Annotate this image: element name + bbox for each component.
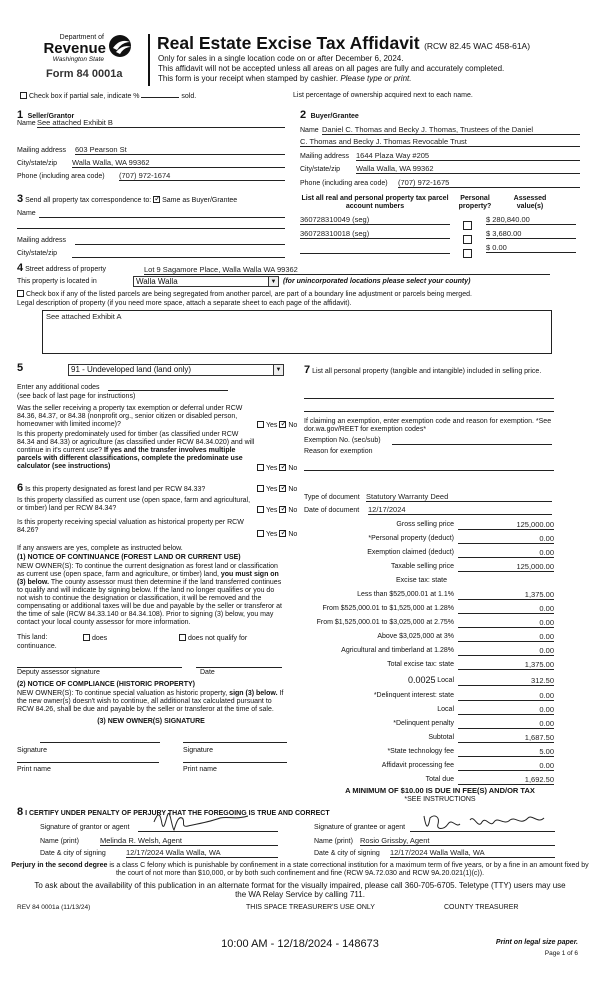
local-label: Local bbox=[437, 677, 454, 684]
same-as-buyer-label: Same as Buyer/Grantee bbox=[162, 197, 238, 204]
buyer-phone-label: Phone (including area code) bbox=[300, 180, 388, 187]
personal-col-header: Personal property? bbox=[458, 195, 492, 210]
personal-property-field[interactable] bbox=[304, 398, 554, 399]
new-owner-signature-field[interactable] bbox=[40, 742, 160, 743]
exemption-deferral-question: Was the seller receiving a property tax exemption or deferral under RCW 84.36, 84.37, or 84.38 (nonprofit org., senior citizen or disabled person, homeowner with limited income)? bbox=[17, 405, 243, 428]
section-number: 4 bbox=[17, 262, 24, 274]
seller-mail[interactable]: 603 Pearson St bbox=[75, 145, 285, 155]
recording-stamp: 10:00 AM - 12/18/2024 - 148673 bbox=[221, 938, 379, 950]
grantor-date[interactable]: 12/17/2024 Walla Walla, WA bbox=[126, 848, 278, 858]
alternate-format-notice: To ask about the availability of this publication in an alternate format for the visually impaired, please call 360-705-6705. Teletype (TTY) users may use the WA Relay Service by calling 711. bbox=[34, 881, 566, 899]
chevron-down-icon: ▼ bbox=[273, 365, 283, 375]
current-use-yes-no: Yes ✓ No bbox=[257, 506, 297, 515]
form-title: Real Estate Excise Tax Affidavit bbox=[157, 33, 420, 53]
parcel-row bbox=[300, 229, 582, 241]
yes-checkbox[interactable] bbox=[257, 485, 264, 492]
local-value[interactable]: 312.50 bbox=[458, 676, 554, 686]
doc-type-field[interactable]: Statutory Warranty Deed bbox=[366, 492, 552, 502]
additional-codes-label: Enter any additional codes bbox=[17, 384, 100, 391]
grantee-date-label: Date & city of signing bbox=[314, 850, 380, 857]
deputy-date-field[interactable] bbox=[196, 667, 282, 668]
no-checkbox[interactable] bbox=[279, 485, 286, 492]
timber-yes-no: Yes ✓ No bbox=[257, 464, 297, 473]
buyer-city[interactable]: Walla Walla, WA 99362 bbox=[356, 164, 580, 174]
seller-section bbox=[17, 105, 287, 183]
exemption-number-label: Exemption No. (sec/sub) bbox=[304, 437, 381, 444]
this-land-row: This land: does bbox=[17, 634, 108, 642]
deputy-date-label: Date bbox=[200, 669, 215, 676]
buyer-mail-label: Mailing address bbox=[300, 153, 350, 160]
deputy-signature-field[interactable] bbox=[17, 667, 182, 668]
corr-name-line2 bbox=[17, 228, 285, 229]
parcel-account[interactable]: 360728310049 (seg) bbox=[300, 215, 450, 225]
yes-checkbox[interactable] bbox=[257, 506, 264, 513]
dor-logo bbox=[40, 34, 150, 86]
corr-name-field[interactable] bbox=[39, 217, 285, 218]
county-select[interactable]: Walla Walla ▼ bbox=[133, 276, 279, 287]
personal-property-checkbox[interactable] bbox=[463, 249, 472, 258]
seller-heading: Seller/Grantor bbox=[27, 113, 75, 120]
tax-table bbox=[296, 519, 558, 789]
personal-property-field-2[interactable] bbox=[304, 411, 554, 412]
no-checkbox[interactable] bbox=[279, 506, 286, 513]
parcel-row bbox=[300, 215, 582, 227]
tax-row: Local 0.00 bbox=[437, 705, 554, 714]
seller-mail-label: Mailing address bbox=[17, 147, 67, 154]
correspondence-section bbox=[17, 195, 297, 260]
treasurer-use-only: THIS SPACE TREASURER'S USE ONLY bbox=[246, 904, 375, 911]
print-name-field-2[interactable] bbox=[183, 762, 287, 763]
buyer-phone[interactable]: (707) 972-1675 bbox=[398, 178, 580, 188]
grantee-name[interactable]: Rosio Grissby, Agent bbox=[360, 836, 555, 846]
continuance-heading: (1) NOTICE OF CONTINUANCE (FOREST LAND OR CURRENT USE) bbox=[17, 554, 241, 561]
dept-line3: Washington State bbox=[52, 56, 104, 63]
land-use-select[interactable]: 91 - Undeveloped land (land only) ▼ bbox=[68, 364, 284, 376]
chevron-down-icon: ▼ bbox=[268, 277, 278, 286]
section-number: 3 bbox=[17, 193, 24, 205]
assessed-col-header: Assessed value(s) bbox=[513, 195, 547, 210]
personal-property-text: 7 List all personal property (tangible and intangible) included in selling price. bbox=[304, 364, 542, 376]
revision-number: REV 84 0001a (11/13/24) bbox=[17, 904, 91, 911]
additional-codes-field[interactable] bbox=[108, 390, 228, 391]
perjury-notice: Perjury in the second degree is a class C felony which is punishable by confinement in a state correctional institution for a maximum term of five years, or by a fine in an amount fixed by the court of not more than $10,000, or by both such confinement and fine (RCW 9A.72.030 and RCW 9A.20.021(1)(c)). bbox=[11, 862, 589, 877]
tax-row: Exemption claimed (deduct) 0.00 bbox=[367, 548, 554, 557]
print-name-label: Print name bbox=[17, 766, 51, 773]
grantor-name-label: Name (print) bbox=[40, 838, 79, 845]
seller-city[interactable]: Walla Walla, WA 99362 bbox=[72, 158, 285, 168]
tax-row: Subtotal 1,687.50 bbox=[428, 733, 554, 742]
corr-city-label: City/state/zip bbox=[17, 250, 58, 257]
parcel-account[interactable]: 360728310018 (seg) bbox=[300, 229, 450, 239]
legal-size-note: Print on legal size paper. bbox=[495, 939, 578, 946]
yes-checkbox[interactable] bbox=[257, 464, 264, 471]
dept-line2: Revenue bbox=[43, 40, 106, 57]
forest-yes-no: Yes ✓ No bbox=[257, 485, 297, 494]
doc-date-field[interactable]: 12/17/2024 bbox=[368, 505, 552, 515]
street-address[interactable]: Lot 9 Sagamore Place, Walla Walla WA 99362 bbox=[144, 265, 550, 275]
tax-row: Total excise tax: state 1,375.00 bbox=[387, 660, 554, 669]
no-checkbox[interactable] bbox=[279, 421, 286, 428]
tax-row: Gross selling price 125,000.00 bbox=[396, 520, 554, 529]
historic-question: Is this property receiving special valuation as historical property per RCW 84.26? bbox=[17, 519, 244, 534]
form-rcw: (RCW 82.45 WAC 458-61A) bbox=[424, 41, 531, 51]
partial-sale-checkbox[interactable] bbox=[20, 92, 27, 99]
located-in-label: This property is located in bbox=[17, 278, 97, 285]
corr-mail-label: Mailing address bbox=[17, 237, 67, 244]
compliance-heading: (2) NOTICE OF COMPLIANCE (HISTORIC PROPERTY) bbox=[17, 681, 195, 688]
buyer-mail[interactable]: 1644 Plaza Way #205 bbox=[356, 151, 580, 161]
dept-line1: Department of bbox=[59, 34, 104, 41]
header-line2: This affidavit will not be accepted unless all areas on all pages are fully and accurately completed. bbox=[158, 64, 505, 73]
grantor-name[interactable]: Melinda R. Welsh, Agent bbox=[100, 836, 278, 846]
buyer-name-label: Name bbox=[300, 127, 319, 134]
assessed-value[interactable]: $ 280,840.00 bbox=[486, 215, 576, 225]
parcel-account[interactable] bbox=[300, 243, 450, 254]
header-line3: This form is your receipt when stamped by cashier. Please type or print. bbox=[158, 74, 412, 83]
legal-description-label: Legal description of property (if you need more space, attach a separate sheet to each page of the affidavit). bbox=[17, 300, 352, 307]
seller-name[interactable]: See attached Exhibit B bbox=[37, 118, 285, 128]
header-divider bbox=[148, 34, 150, 86]
grantor-date-label: Date & city of signing bbox=[40, 850, 106, 857]
corr-name-label: Name bbox=[17, 210, 36, 217]
buyer-name-line1[interactable]: Daniel C. Thomas and Becky J. Thomas, Trustees of the Daniel bbox=[322, 125, 580, 135]
assessed-value[interactable]: $ 3,680.00 bbox=[486, 229, 576, 239]
seller-phone-label: Phone (including area code) bbox=[17, 173, 105, 180]
exemption-number-field[interactable] bbox=[392, 444, 552, 445]
tax-row: Affidavit processing fee 0.00 bbox=[381, 761, 554, 770]
seller-phone[interactable]: (707) 972-1674 bbox=[119, 171, 285, 181]
timber-question: Is this property predominately used for timber (as classified under RCW 84.34 and 84.33) or agriculture (as classified under RCW 84.34.020) and will continue in it's current use? If yes and the transfer involves multiple parcels with different classifications, complete the predominate use calculator (see instructions) bbox=[17, 431, 255, 470]
deputy-signature-label: Deputy assessor signature bbox=[17, 669, 100, 676]
buyer-city-label: City/state/zip bbox=[300, 166, 341, 173]
segregated-checkbox[interactable] bbox=[17, 290, 24, 297]
local-tax-row bbox=[296, 675, 558, 688]
county-treasurer: COUNTY TREASURER bbox=[444, 904, 519, 911]
print-name-field[interactable] bbox=[17, 762, 159, 763]
local-rate: 0.0025 bbox=[408, 675, 436, 685]
see-instructions: *SEE INSTRUCTIONS bbox=[404, 796, 476, 803]
grantee-name-label: Name (print) bbox=[314, 838, 353, 845]
form-number: Form 84 0001a bbox=[46, 68, 123, 80]
grantee-date[interactable]: 12/17/2024 Walla Walla, WA bbox=[390, 848, 555, 858]
tax-row: *Delinquent penalty 0.00 bbox=[393, 719, 554, 728]
minimum-fee-note: A MINIMUM OF $10.00 IS DUE IN FEE(S) AND/OR TAX bbox=[345, 786, 535, 795]
doc-date-label: Date of document bbox=[304, 507, 360, 514]
street-address-row bbox=[17, 264, 106, 274]
section-number: 6 bbox=[17, 482, 24, 494]
yes-checkbox[interactable] bbox=[257, 530, 264, 537]
assessed-value[interactable]: $ 0.00 bbox=[486, 243, 576, 253]
buyer-name-line2[interactable]: C. Thomas and Becky J. Thomas Revocable Trust bbox=[300, 137, 580, 147]
tax-row: *Personal property (deduct) 0.00 bbox=[368, 534, 554, 543]
parcel-row bbox=[300, 243, 582, 255]
form-title-row bbox=[157, 33, 530, 54]
list-percentage-note: List percentage of ownership acquired next to each name. bbox=[293, 92, 473, 99]
tax-row: *Delinquent interest: state 0.00 bbox=[373, 691, 554, 700]
exemption-note: If claiming an exemption, enter exemption code and reason for exemption. *See dor.wa.gov/REET for exemption codes* bbox=[304, 418, 552, 433]
grantee-signature-label: Signature of grantee or agent bbox=[314, 824, 406, 831]
new-owner-signature-field-2[interactable] bbox=[183, 742, 287, 743]
tax-row: From $1,525,000.01 to $3,025,000 at 2.75% 0.00 bbox=[316, 618, 554, 627]
tax-row: Less than $525,000.01 at 1.1% 1,375.00 bbox=[357, 590, 554, 599]
grantee-signature-icon bbox=[420, 810, 550, 834]
does-not-checkbox[interactable] bbox=[179, 634, 186, 641]
compliance-text: NEW OWNER(S): To continue special valuation as historic property, sign (3) below. If the new owner(s) doesn't wish to continue, all additional tax calculated pursuant to RCW 84.26, shall be due and payable by the seller or transferor at the time of sale. bbox=[17, 690, 284, 713]
seller-name-label: Name bbox=[17, 120, 36, 127]
street-address-label: Street address of property bbox=[25, 266, 107, 273]
segregated-row: Check box if any of the listed parcels are being segregated from another parcel, are part of a boundary line adjustment or parcels being merged. bbox=[17, 290, 472, 299]
continuance-text: NEW OWNER(S): To continue the current designation as forest land or classification as current use (open space, farm and agriculture, or timber) land, you must sign on (3) below. The county assessor must then determine if the land transferred continues to qualify and will indicate by signing below. If the land no longer qualifies or you do not wish to continue the designation or classification, it will be removed and the compensating or additional taxes will be due and payable by the seller or transferor at the time of sale (RCW 84.33.140 or 84.34.108). Prior to signing (3) below, you may contact your local county assessor for more information. bbox=[17, 563, 282, 626]
section-number: 5 bbox=[17, 362, 24, 374]
section-number: 8 bbox=[17, 806, 24, 818]
print-name-label-2: Print name bbox=[183, 766, 217, 773]
codes-instructions: (see back of last page for instructions) bbox=[17, 393, 136, 400]
tax-row: Excise tax: state bbox=[396, 577, 447, 584]
exemption-reason-label: Reason for exemption bbox=[304, 448, 373, 455]
parcel-table bbox=[300, 195, 582, 261]
grantor-signature-icon bbox=[150, 810, 260, 834]
doc-type-label: Type of document bbox=[304, 494, 360, 501]
corr-city-field[interactable] bbox=[72, 257, 285, 258]
yes-checkbox[interactable] bbox=[257, 421, 264, 428]
signature-label-2: Signature bbox=[183, 747, 213, 754]
tax-row: Above $3,025,000 at 3% 0.00 bbox=[377, 632, 554, 641]
tax-row: Total due 1,692.50 bbox=[425, 775, 554, 784]
correspondence-text: Send all property tax correspondence to: bbox=[25, 197, 152, 204]
certify-row: 8 I CERTIFY UNDER PENALTY OF PERJURY THAT THE FOREGOING IS TRUE AND CORRECT bbox=[17, 806, 330, 818]
legal-description-field[interactable]: See attached Exhibit A bbox=[42, 310, 552, 354]
grantor-signature-label: Signature of grantor or agent bbox=[40, 824, 130, 831]
no-checkbox[interactable] bbox=[279, 530, 286, 537]
exemption-deferral-yes-no: Yes ✓ No bbox=[257, 421, 297, 430]
tax-row: Agricultural and timberland at 1.28% 0.00 bbox=[341, 646, 554, 655]
buyer-heading: Buyer/Grantee bbox=[310, 113, 359, 120]
new-owner-signature-heading: (3) NEW OWNER(S) SIGNATURE bbox=[97, 718, 205, 725]
forest-land-question: 6 Is this property designated as forest land per RCW 84.33? bbox=[17, 482, 206, 494]
does-not-qualify: does not qualify for continuance. bbox=[17, 635, 248, 650]
dor-emblem-icon bbox=[106, 34, 136, 58]
partial-sale-row: Check box if partial sale, indicate % sold. bbox=[20, 92, 196, 101]
tax-row: Taxable selling price 125,000.00 bbox=[390, 562, 554, 571]
seller-city-label: City/state/zip bbox=[17, 160, 58, 167]
tax-row: *State technology fee 5.00 bbox=[387, 747, 554, 756]
signature-label: Signature bbox=[17, 747, 47, 754]
historic-yes-no: Yes ✓ No bbox=[257, 530, 297, 539]
no-checkbox[interactable] bbox=[279, 464, 286, 471]
current-use-question: Is this property classified as current use (open space, farm and agricultural, or timber) land per RCW 84.34? bbox=[17, 497, 251, 512]
same-as-buyer-checkbox[interactable] bbox=[153, 196, 160, 203]
if-any-yes-note: If any answers are yes, complete as instructed below. bbox=[17, 545, 183, 552]
exemption-reason-field[interactable] bbox=[304, 470, 554, 471]
parcel-col-header: List all real and personal property tax parcel account numbers bbox=[301, 195, 449, 210]
section-number: 7 bbox=[304, 364, 311, 376]
section-number: 2 bbox=[300, 109, 307, 121]
unincorporated-note: (for unincorporated locations please select your county) bbox=[283, 278, 471, 285]
buyer-section bbox=[300, 105, 582, 191]
header-line1: Only for sales in a single location code on or after December 6, 2024. bbox=[158, 54, 404, 63]
page-number: Page 1 of 6 bbox=[544, 950, 578, 957]
corr-mail-field[interactable] bbox=[75, 244, 285, 245]
tax-row: From $525,000.01 to $1,525,000 at 1.28% 0.00 bbox=[322, 604, 554, 613]
section-number: 1 bbox=[17, 109, 24, 121]
